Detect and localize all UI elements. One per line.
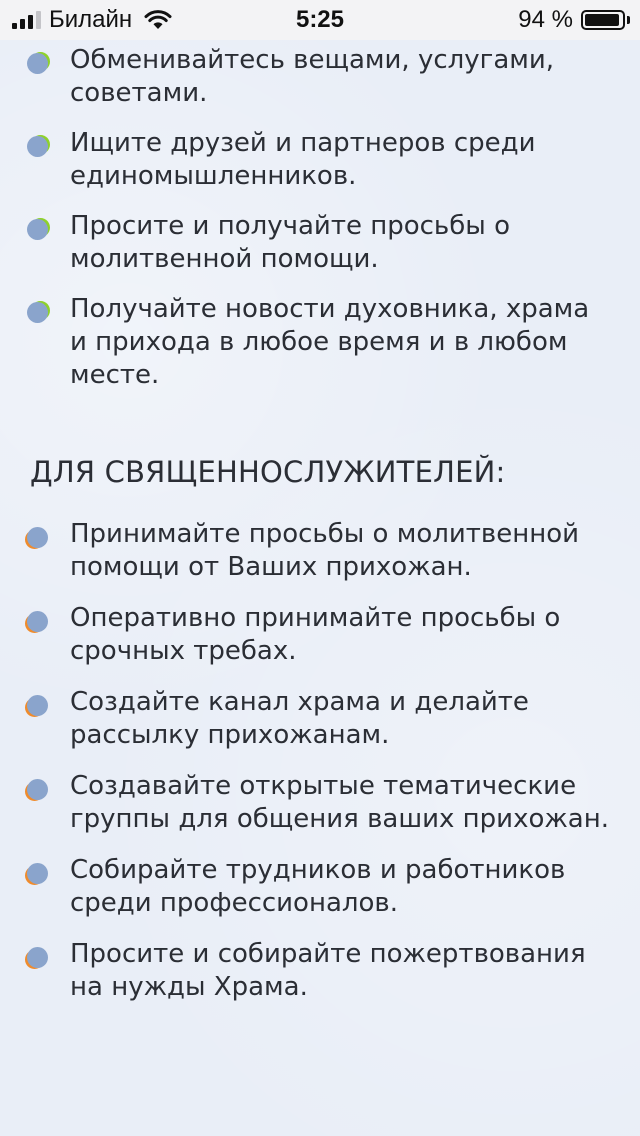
battery-percent: 94 %: [518, 6, 573, 33]
list-item: [0, 938, 640, 1004]
list-item-text: Оперативно принимайте просьбы о срочных требах.: [70, 603, 561, 666]
list-item-text: Создавайте открытые тематические группы для общения ваших прихожан.: [70, 771, 609, 834]
status-time: 5:25: [295, 6, 345, 33]
bullet-icon: [27, 136, 48, 157]
list-item: [0, 293, 640, 392]
list-item: [0, 854, 640, 920]
list-item: [0, 210, 640, 276]
list-item: [0, 518, 640, 584]
clergy-benefits-list: [0, 492, 640, 1004]
content: [0, 40, 640, 1022]
list-item-text: Просите и собирайте пожертвования на нужды Храма.: [70, 939, 586, 1002]
bullet-icon: [27, 219, 48, 240]
bullet-icon: [27, 302, 48, 323]
list-item: [0, 770, 640, 836]
list-item-text: Создайте канал храма и делайте рассылку прихожанам.: [70, 687, 529, 750]
bullet-icon: [27, 527, 48, 548]
carrier-name: Билайн: [49, 6, 133, 33]
bullet-icon: [27, 611, 48, 632]
list-item: [0, 127, 640, 193]
clergy-section-heading: ДЛЯ СВЯЩЕННОСЛУЖИТЕЛЕЙ:: [30, 455, 506, 489]
list-item-text: Ищите друзей и партнеров среди единомышленников.: [70, 128, 536, 191]
status-right: [518, 0, 630, 40]
bullet-icon: [27, 779, 48, 800]
list-item: [0, 602, 640, 668]
bullet-icon: [27, 947, 48, 968]
battery-fill: [585, 14, 619, 26]
bullet-icon: [27, 863, 48, 884]
status-bar: [0, 0, 640, 40]
list-item-text: Получайте новости духовника, храма и прихода в любое время и в любом месте.: [70, 294, 590, 390]
list-item-text: Принимайте просьбы о молитвенной помощи от Ваших прихожан.: [70, 519, 580, 582]
list-item: [0, 686, 640, 752]
battery-icon: [581, 10, 625, 30]
list-item-text: Просите и получайте просьбы о молитвенной помощи.: [70, 211, 510, 274]
battery-cap: [627, 16, 630, 24]
laity-benefits-list: [0, 40, 640, 392]
bullet-icon: [27, 53, 48, 74]
list-item-text: Обменивайтесь вещами, услугами, советами.: [70, 45, 555, 108]
list-item: [0, 44, 640, 110]
bullet-icon: [27, 695, 48, 716]
list-item-text: Собирайте трудников и работников среди профессионалов.: [70, 855, 566, 918]
